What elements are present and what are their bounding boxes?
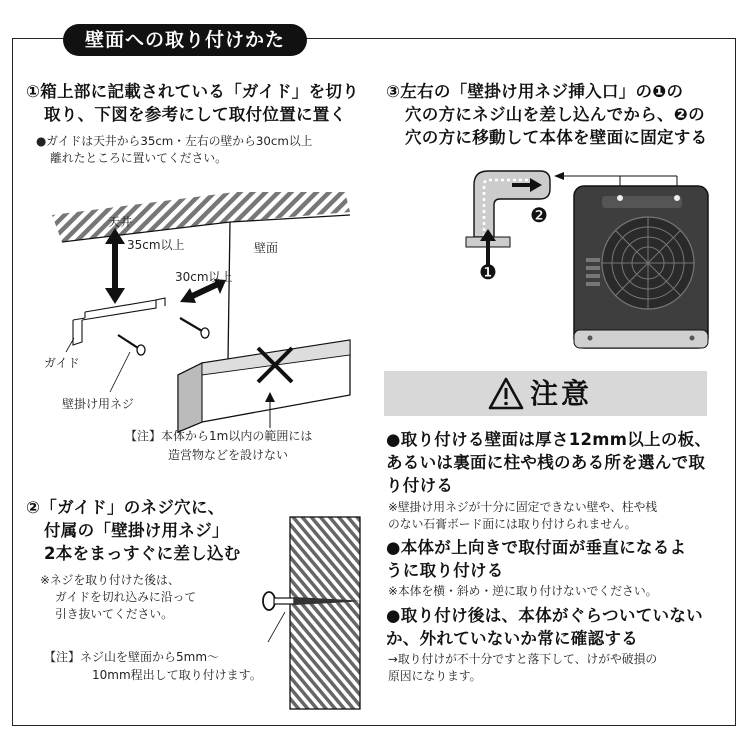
caution-item1-note-line2: のない石膏ボード面には取り付けられません。 xyxy=(388,517,637,531)
step2-heading-line3: 2本をまっすぐに差し込む xyxy=(44,544,241,563)
warning-triangle-icon xyxy=(488,377,524,411)
caution-item2-note: ※本体を横・斜め・逆に取り付けないでください。 xyxy=(388,584,658,598)
caution-item3-line2: か、外れていないか常に確認する xyxy=(386,629,638,648)
caution-item1-line1: ●取り付ける壁面は厚さ12mm以上の板、 xyxy=(386,430,712,449)
wall-section xyxy=(290,517,360,709)
step3-heading-line2: 穴の方にネジ山を差し込んでから、❷の xyxy=(405,105,705,124)
ceiling-distance-arrow xyxy=(105,228,125,304)
side-distance-label: 30cm以上 xyxy=(175,270,233,284)
step2-note-line1: ※ネジを取り付けた後は、 xyxy=(40,573,180,587)
caution-item3-line1: ●取り付け後は、本体がぐらついていない xyxy=(386,606,703,625)
fan-grille-icon xyxy=(602,217,694,309)
step1-heading-line1: ①箱上部に記載されている「ガイド」を切り xyxy=(26,82,359,101)
caution-item2-line2: うに取り付ける xyxy=(386,561,504,580)
wall-corner-line xyxy=(228,222,230,360)
leader-line xyxy=(268,612,285,642)
caution-title: 注意 xyxy=(530,377,593,410)
step3-heading-line1: ③左右の「壁掛け用ネジ挿入口」の❶の xyxy=(386,82,684,101)
device-back-illustration xyxy=(552,168,722,358)
step2-illustration xyxy=(250,512,380,712)
step2-heading-line2: 付属の「壁掛け用ネジ」 xyxy=(44,521,229,540)
step1-note-line1: ●ガイドは天井から35cm・左右の壁から30cm以上 xyxy=(36,134,313,148)
page-title: 壁面への取り付けかた xyxy=(63,24,307,56)
caution-item1-line2: あるいは裏面に柱や桟のある所を選んで取 xyxy=(386,453,706,472)
caution-item1-line3: り付ける xyxy=(386,476,454,495)
marker-2: ❷ xyxy=(530,203,548,227)
step2-warning-line2: 10mm程出して取り付けます。 xyxy=(92,668,262,682)
wall-screw-left xyxy=(118,335,145,355)
ceiling-label: 天井 xyxy=(108,215,133,229)
ceiling-distance-label: 35cm以上 xyxy=(127,238,185,252)
caution-item1-note-line1: ※壁掛け用ネジが十分に固定できない壁や、柱や桟 xyxy=(388,500,658,514)
step2-warning-line1: 【注】ネジ山を壁面から5mm～ xyxy=(44,650,220,664)
step1-illustration xyxy=(30,170,370,470)
marker-1: ❶ xyxy=(479,260,497,284)
guide-label: ガイド xyxy=(44,356,80,370)
step1-warning-line2: 造営物などを設けない xyxy=(168,448,289,462)
screw-label: 壁掛け用ネジ xyxy=(62,397,135,411)
step2-heading-line1: ②「ガイド」のネジ穴に、 xyxy=(26,498,225,517)
step1-note-line2: 離れたところに置いてください。 xyxy=(50,151,227,165)
step2-note-line2: ガイドを切れ込みに沿って xyxy=(55,590,197,604)
caution-item3-note-line1: →取り付けが不十分ですと落下して、けがや破損の xyxy=(388,652,658,666)
wall-label: 壁面 xyxy=(254,241,279,255)
step3-heading-line3: 穴の方に移動して本体を壁面に固定する xyxy=(405,128,708,147)
caution-item2-line1: ●本体が上向きで取付面が垂直になるよ xyxy=(386,538,687,557)
step1-warning-line1: 【注】本体から1m以内の範囲には xyxy=(125,429,313,443)
step1-heading-line2: 取り、下図を参考にして取付位置に置く xyxy=(44,105,347,124)
wall-screw-right xyxy=(180,318,209,338)
caution-item3-note-line2: 原因になります。 xyxy=(388,669,482,683)
guide-template xyxy=(73,298,165,345)
step2-note-line3: 引き抜いてください。 xyxy=(55,607,173,621)
